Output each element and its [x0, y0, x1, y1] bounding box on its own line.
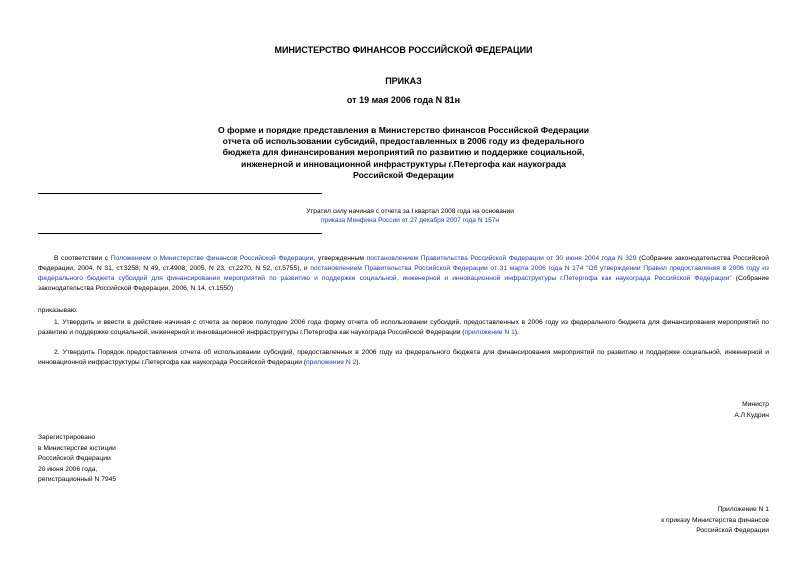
registration-line: 20 июня 2006 года, — [38, 465, 98, 473]
preamble-text: (Собрание законодательства Российской Федерации, 2004, N 31, ст.3258; N 49, ст.4908; 2005, N 23, ст.2270, N 52, ст.5755), и — [38, 255, 769, 272]
regulation-link[interactable]: Положением о Министерстве финансов Российской Федерации — [110, 255, 314, 262]
registration-block — [38, 433, 116, 486]
order-item-2 — [38, 348, 769, 368]
order-word: приказываю: — [38, 307, 78, 314]
order-item-1 — [38, 318, 769, 338]
preamble-text: В соответствии с — [54, 255, 111, 262]
status-note-text: Утратил силу начиная с отчета за I квартал 2008 года на основании — [306, 208, 514, 215]
registration-line: регистрационный N 7945 — [38, 476, 117, 483]
resolution-174-link[interactable]: постановлением Правительства Российской Федерации от 31 марта 2006 года N 174 "Об утверждении Правил предоставления в 2006 году из федерального бюджета субсидий для финансирования мероприятий по развитию и поддержке социальной, инженерной и инновационной инфраструктуры г.Петергофа как наукограда Российской Федерации" — [38, 264, 769, 282]
appendix-line: к приказу Министерства финансов — [661, 516, 769, 524]
document-type: ПРИКАЗ — [385, 76, 422, 86]
divider-bottom — [38, 233, 322, 234]
item-text: ). — [514, 328, 519, 336]
title-line: Российской Федерации — [353, 169, 454, 180]
registration-line: в Министерстве юстиции — [38, 444, 116, 452]
item-text: 1. Утвердить и ввести в действие начиная с отчета за первое полугодие 2006 года форму отчета об использовании субсидий, предоставленных в 2006 году из федерального бюджета для финансирования мероприятий по развитию и поддержке социальной, инженерной и инновационной инфраструктуры г.Петергофа как наукограда Российской Федерации ( — [38, 319, 769, 336]
preamble-text: (Собрание законодательства Российской Федерации, 2006, N 14, ст.1550) — [38, 274, 769, 292]
signature-block — [560, 400, 769, 421]
document-title — [0, 125, 807, 181]
title-line: отчета об использовании субсидий, предоставленных в 2006 году из федерального — [222, 136, 585, 147]
preamble-text: , утвержденным — [313, 255, 367, 262]
signature-name: А.Л.Кудрин — [734, 411, 769, 419]
item-text: ). — [356, 358, 361, 366]
registration-line: Зарегистрировано — [38, 434, 96, 441]
divider-top — [38, 193, 322, 194]
title-line: О форме и порядке представления в Министерство финансов Российской Федерации — [217, 125, 590, 135]
preamble — [38, 254, 769, 294]
registration-line: Российской Федерации — [38, 455, 111, 462]
appendix-line: Приложение N 1 — [717, 506, 769, 513]
resolution-329-link[interactable]: постановлением Правительства Российской Федерации от 30 июня 2004 года N 329 — [366, 255, 637, 262]
status-note-link[interactable]: приказа Минфина России от 27 декабря 2007 года N 157н — [320, 217, 500, 225]
appendix-1-link[interactable]: приложение N 1 — [464, 328, 515, 336]
status-note — [260, 207, 560, 226]
title-line: инженерной и инновационной инфраструктуры г.Петергофа как наукограда — [241, 158, 566, 169]
appendix-2-link[interactable]: приложение N 2 — [306, 358, 357, 366]
item-text: 2. Утвердить Порядок предоставления отчета об использовании субсидий, предоставленных в 2006 году из федерального бюджета для финансирования мероприятий по развитию и поддержке социальной, инженерной и инновационной инфраструктуры г.Петергофа как наукограда Российской Федерации ( — [38, 349, 769, 366]
order-date-number: от 19 мая 2006 года N 81н — [346, 95, 461, 105]
signature-position: Министр — [742, 401, 769, 408]
appendix-block — [560, 505, 769, 537]
title-line: бюджета для финансирования мероприятий по развитию и поддержке социальной, — [222, 147, 585, 158]
ministry-heading: МИНИСТЕРСТВО ФИНАНСОВ РОССИЙСКОЙ ФЕДЕРАЦИИ — [274, 45, 533, 55]
appendix-line: Российской Федерации — [696, 527, 769, 534]
